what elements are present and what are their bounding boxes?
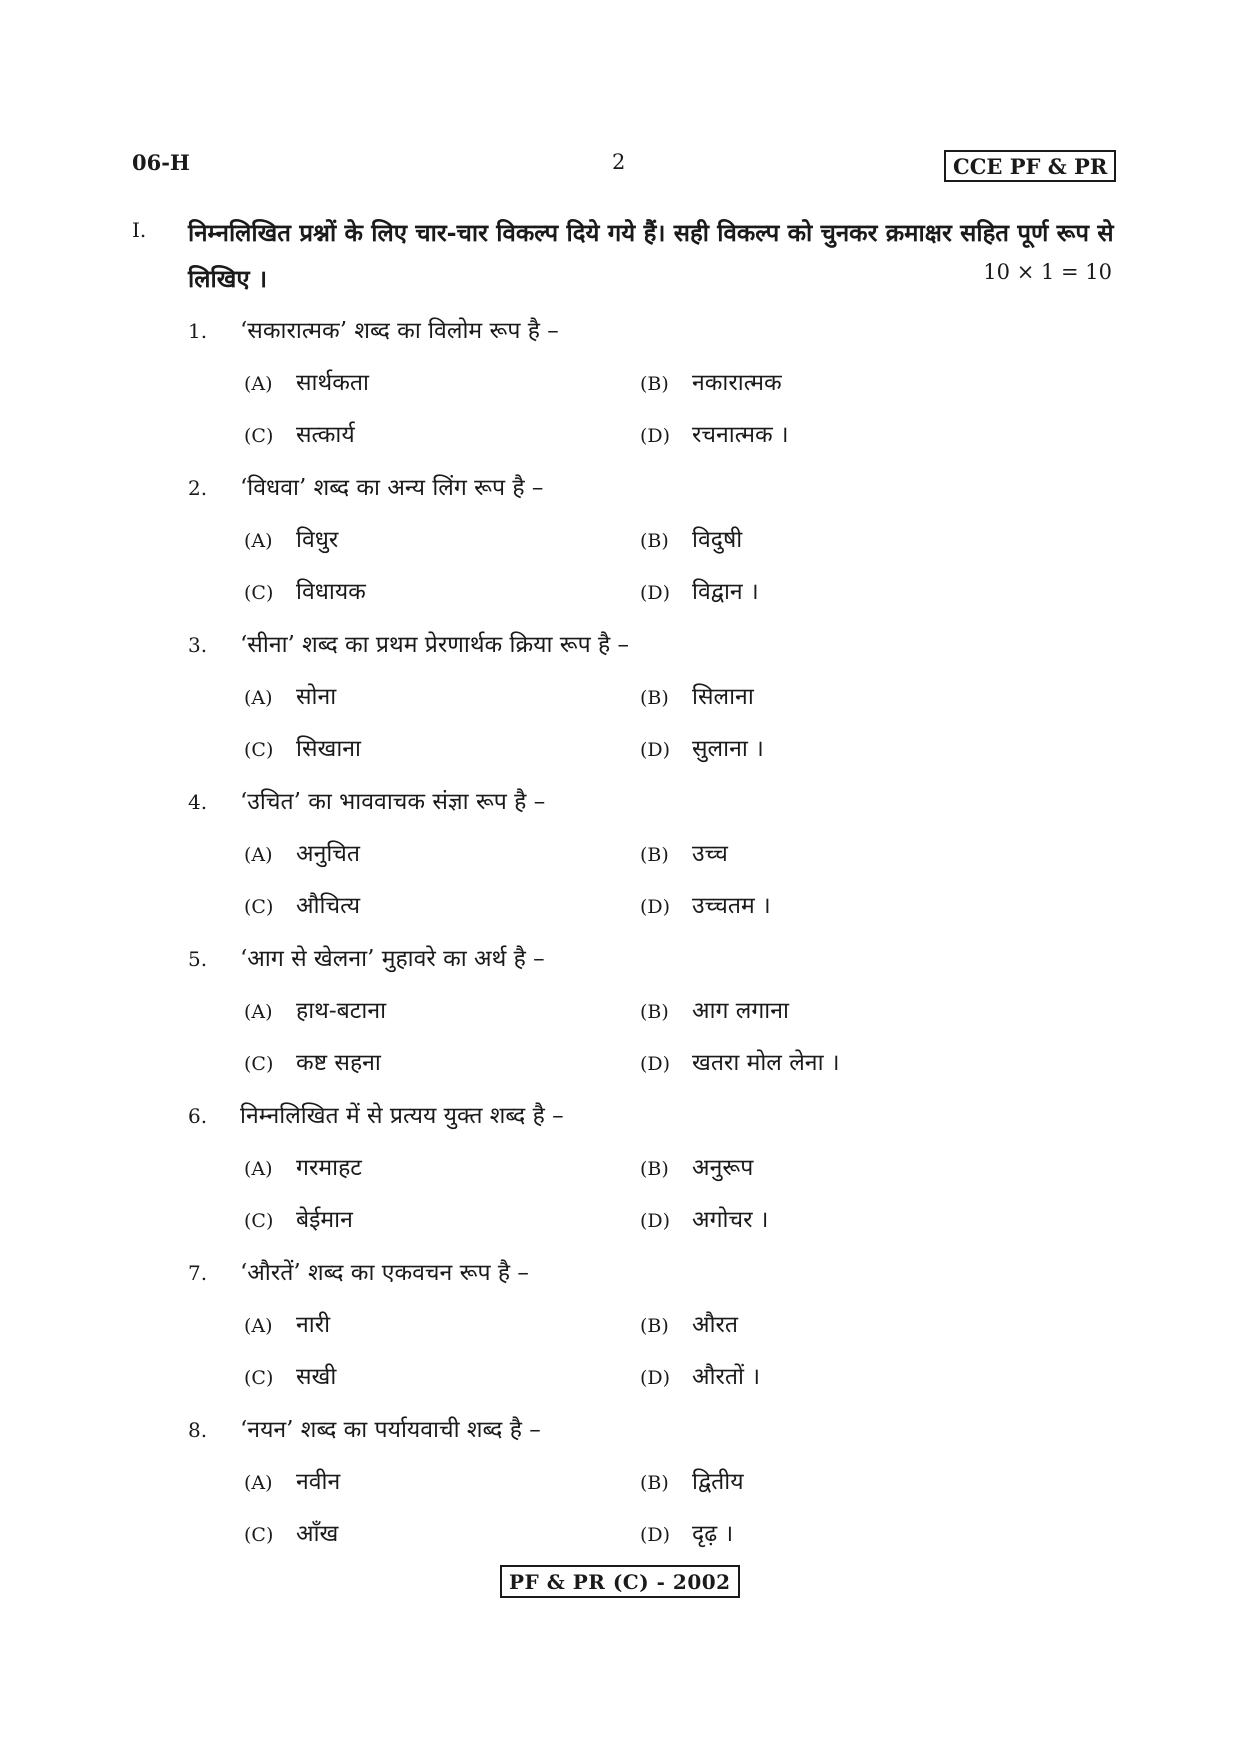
option-item [640,1045,840,1077]
option-item [244,522,338,554]
option-text: अगोचर । [692,1207,769,1233]
option-item [244,888,360,920]
option-letter: (B) [640,1315,669,1337]
option-letter: (C) [244,1367,274,1389]
question-number: 8. [188,1418,208,1442]
question-text: ‘नयन’ शब्द का पर्यायवाची शब्द है – [240,1417,541,1443]
option-item [640,1202,769,1234]
option-text: बेईमान [296,1207,353,1233]
option-letter: (A) [244,1472,273,1494]
option-item [640,836,728,868]
question-text: ‘विधवा’ शब्द का अन्य लिंग रूप है – [240,475,544,501]
option-text: हाथ-बटाना [296,998,387,1024]
option-item [244,993,386,1025]
option-letter: (A) [244,1315,273,1337]
option-item [640,1307,738,1339]
question-number: 3. [188,633,208,657]
option-letter: (A) [244,1001,273,1023]
option-text: विदुषी [692,527,743,553]
option-item [640,888,771,920]
option-text: सुलाना । [692,736,764,762]
option-item [244,1045,381,1077]
section-marks: 10 × 1 = 10 [983,260,1112,284]
header-box-label: CCE PF & PR [944,150,1116,182]
option-text: सार्थकता [296,370,369,396]
option-text: विधायक [296,579,366,605]
option-letter: (A) [244,687,273,709]
option-letter: (C) [244,425,274,447]
question-text: ‘उचित’ का भाववाचक संज्ञा रूप है – [240,789,546,815]
option-item [640,679,754,711]
option-item [244,1464,340,1496]
header-code: 06-H [132,150,190,175]
option-letter: (D) [640,582,671,604]
option-item [244,1307,330,1339]
option-text: नारी [296,1312,331,1338]
option-text: सिखाना [296,736,361,762]
question-text: ‘औरतें’ शब्द का एकवचन रूप है – [240,1260,529,1286]
option-letter: (C) [244,1053,274,1075]
option-item [640,993,789,1025]
option-item [244,365,369,397]
option-letter: (A) [244,1158,273,1180]
question-number: 5. [188,947,208,971]
question-text: ‘सकारात्मक’ शब्द का विलोम रूप है – [240,318,559,344]
option-item [640,1150,753,1182]
option-item [640,731,764,763]
option-item [244,1150,362,1182]
option-item [244,1516,338,1548]
question-number: 7. [188,1261,208,1285]
option-text: गरमाहट [296,1155,362,1181]
option-text: रचनात्मक । [692,422,789,448]
option-item [244,1359,336,1391]
option-text: आग लगाना [692,998,789,1024]
option-item [244,417,355,449]
option-text: उच्च [692,841,728,867]
option-text: दृढ़ । [692,1521,734,1547]
option-letter: (C) [244,739,274,761]
option-letter: (C) [244,582,274,604]
option-text: खतरा मोल लेना । [692,1050,840,1076]
option-letter: (D) [640,739,671,761]
option-letter: (A) [244,530,273,552]
option-item [640,1464,744,1496]
option-item [244,731,361,763]
question-text: ‘सीना’ शब्द का प्रथम प्रेरणार्थक क्रिया रूप है – [240,632,630,658]
option-letter: (B) [640,844,669,866]
option-item [244,1202,353,1234]
option-letter: (A) [244,844,273,866]
option-letter: (C) [244,1210,274,1232]
option-letter: (A) [244,373,273,395]
option-letter: (C) [244,896,274,918]
option-item [640,365,782,397]
option-item [640,522,742,554]
option-item [244,836,360,868]
option-letter: (D) [640,896,671,918]
question-text: निम्नलिखित में से प्रत्यय युक्त शब्द है – [240,1103,564,1129]
page-number: 2 [612,150,626,174]
question-number: 4. [188,790,208,814]
option-text: अनुरूप [692,1155,754,1181]
option-text: कष्ट सहना [296,1050,381,1076]
option-text: नवीन [296,1469,341,1495]
option-letter: (C) [244,1524,274,1546]
option-text: औरतों । [692,1364,761,1390]
question-text: ‘आग से खेलना’ मुहावरे का अर्थ है – [240,946,545,972]
option-text: सोना [296,684,337,710]
option-letter: (B) [640,1158,669,1180]
option-text: सत्कार्य [296,422,355,448]
option-letter: (B) [640,373,669,395]
option-text: उच्चतम । [692,893,771,919]
question-number: 6. [188,1104,208,1128]
option-text: औचित्य [296,893,361,919]
option-item [244,574,366,606]
option-text: नकारात्मक [692,370,782,396]
question-number: 1. [188,319,208,343]
question-number: 2. [188,476,208,500]
option-text: सिलाना [692,684,754,710]
option-item [640,1516,733,1548]
option-letter: (B) [640,1472,669,1494]
option-text: अनुचित [296,841,361,867]
footer-label: PF & PR (C) - 2002 [500,1565,740,1598]
option-item [640,1359,760,1391]
option-item [640,417,789,449]
option-letter: (B) [640,530,669,552]
option-letter: (B) [640,1001,669,1023]
option-item [640,574,759,606]
option-text: सखी [296,1364,337,1390]
option-text: आँख [296,1521,339,1547]
option-letter: (D) [640,1367,671,1389]
option-letter: (B) [640,687,669,709]
section-number: I. [132,218,147,242]
option-text: औरत [692,1312,739,1338]
option-text: द्वितीय [692,1469,744,1495]
section-instruction: निम्नलिखित प्रश्नों के लिए चार-चार विकल्प दिये गये हैं। सही विकल्प को चुनकर क्रमाक्षर सहित पूर्ण रूप से लिखिए । [188,218,1114,293]
option-letter: (D) [640,1524,671,1546]
option-letter: (D) [640,425,671,447]
option-letter: (D) [640,1210,671,1232]
option-text: विधुर [296,527,339,553]
option-letter: (D) [640,1053,671,1075]
option-text: विद्वान । [692,579,759,605]
option-item [244,679,336,711]
